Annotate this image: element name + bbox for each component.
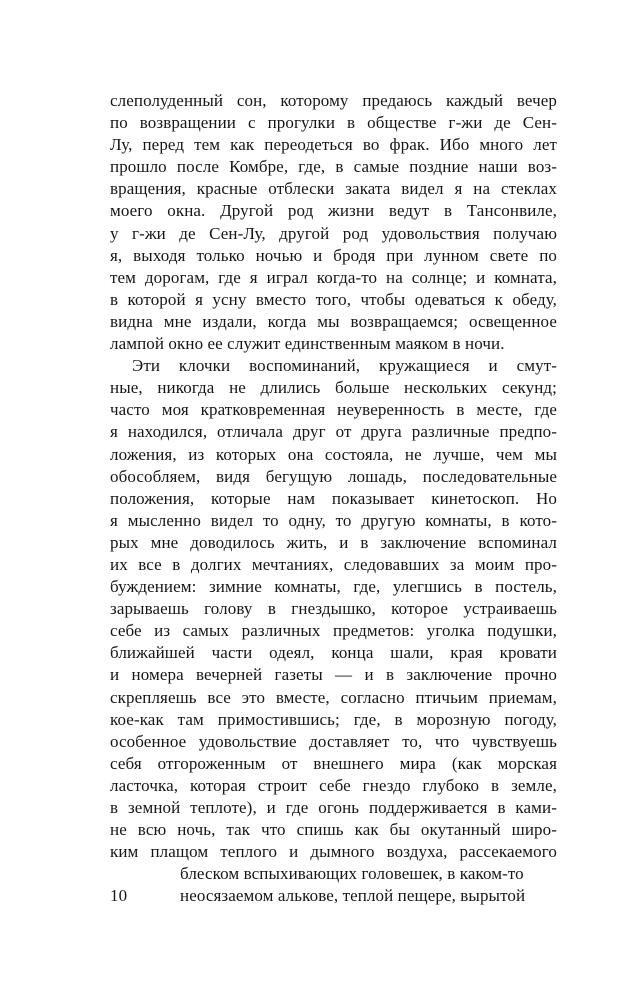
- text-line: ласточка, которая строит себе гнездо глубоко в земле,: [110, 775, 557, 795]
- text-line: их все в долгих мечтаниях, следовавших за моим про-: [110, 554, 557, 574]
- page-number: 10: [110, 886, 128, 906]
- text-line: я находился, отличала друг от друга различные предпо-: [110, 422, 557, 442]
- text-line: ные, никогда не длились больше нескольких секунд;: [110, 378, 557, 398]
- last-line-row: [110, 885, 557, 907]
- text-line: по возвращении с прогулки в обществе г-жи де Сен-: [110, 113, 557, 133]
- text-line: скрепляешь все это вместе, согласно птичьим приемам,: [110, 687, 557, 707]
- text-line: особенное удовольствие доставляет то, что чувствуешь: [110, 731, 557, 751]
- text-line: Эти клочки воспоминаний, кружащиеся и смут-: [132, 356, 557, 376]
- text-line: себе из самых различных предметов: уголка подушки,: [110, 621, 557, 641]
- text-line: тем дорогам, где я играл когда-то на солнце; и комната,: [110, 267, 557, 287]
- text-line: рых мне доводилось жить, и в заключение вспоминал: [110, 532, 557, 552]
- text-line: прошло после Комбре, где, в самые поздние наши воз-: [110, 157, 557, 177]
- text-line: ложения, из которых она состояла, не лучше, чем мы: [110, 444, 557, 464]
- text-line: видна мне издали, когда мы возвращаемся; освещенное: [110, 311, 557, 331]
- text-line: ким плащом теплого и дымного воздуха, рассекаемого: [110, 842, 557, 862]
- text-line: положения, которые нам показывает кинетоскоп. Но: [110, 488, 557, 508]
- body-text: [110, 90, 557, 907]
- text-line: лампой окно ее служит единственным маяком в ночи.: [110, 334, 505, 354]
- text-line: я мысленно видел то одну, то другую комнаты, в кото-: [110, 510, 557, 530]
- text-line: не всю ночь, так что спишь как бы окутанный широ-: [110, 820, 557, 840]
- text-line: Лу, перед тем как переодеться во фрак. Ибо много лет: [110, 135, 557, 155]
- text-line: вращения, красные отблески заката видел я на стеклах: [110, 179, 557, 199]
- text-line: и номера вечерней газеты — и в заключение прочно: [110, 665, 557, 685]
- text-line: часто моя кратковременная неуверенность в месте, где: [110, 400, 557, 420]
- text-line: неосязаемом алькове, теплой пещере, вырытой: [180, 886, 526, 906]
- text-line: у г-жи де Сен-Лу, другой род удовольствия получаю: [110, 223, 557, 243]
- text-line: себя отгороженным от внешнего мира (как морская: [110, 753, 557, 773]
- text-line: обособляем, видя бегущую лошадь, последовательные: [110, 466, 557, 486]
- text-line: блеском вспыхивающих головешек, в каком-то: [180, 864, 524, 884]
- text-line: в земной теплоте), и где огонь поддерживается в ками-: [110, 798, 557, 817]
- text-line: кое-как там примостившись; где, в морозную погоду,: [110, 709, 557, 729]
- text-line: я, выходя только ночью и бродя при лунном свете по: [110, 245, 557, 265]
- text-line: слеполуденный сон, которому предаюсь каждый вечер: [110, 91, 557, 110]
- text-line: ближайшей части одеял, конца шали, края кровати: [110, 643, 557, 663]
- text-line: моего окна. Другой род жизни ведут в Тансонвиле,: [110, 201, 557, 221]
- text-line: буждением: зимние комнаты, где, улегшись в постель,: [110, 577, 557, 597]
- text-line: зарываешь голову в гнездышко, которое устраиваешь: [110, 599, 557, 619]
- text-line: в которой я усну вместо того, чтобы одеваться к обеду,: [110, 289, 557, 309]
